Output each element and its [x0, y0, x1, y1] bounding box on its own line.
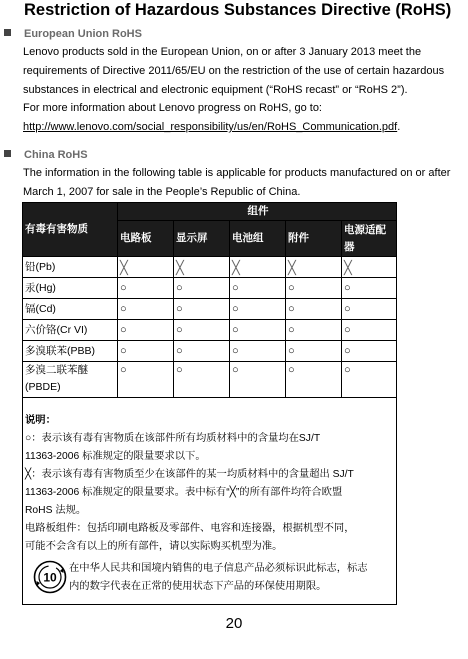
cross-mark-icon: ╳ [174, 257, 230, 278]
circle-mark-icon: ○ [118, 278, 174, 299]
square-bullet-icon [4, 29, 11, 36]
circle-mark-icon: ○ [342, 278, 397, 299]
substance-cell: 多溴二联苯醚(PBDE) [23, 362, 118, 398]
circle-mark-icon: ○ [230, 341, 286, 362]
substance-cell: 多溴联苯(PBB) [23, 341, 118, 362]
substance-cell: 六价铬(Cr VI) [23, 320, 118, 341]
table-row [23, 320, 397, 341]
table-row [23, 341, 397, 362]
circle-mark-icon: ○ [286, 299, 342, 320]
china-line-1: The information in the following table is applicable for products manufactured on or after [23, 167, 451, 179]
circle-mark-icon: ○ [286, 362, 342, 398]
circle-mark-icon: ○ [342, 341, 397, 362]
page-number: 20 [225, 615, 243, 632]
circle-mark-icon: ○ [286, 341, 342, 362]
substance-cell: 镉(Cd) [23, 299, 118, 320]
china-line-2: March 1, 2007 for sale in the People’s Republic of China. [23, 185, 301, 198]
note-line: 11363-2006 标准规定的限量要求。表中标有“╳”的所有部件均符合欧盟 [25, 487, 343, 498]
table-row [23, 299, 397, 320]
note-line: ╳：表示该有毒有害物质至少在该部件的某一均质材料中的含量超出 SJ/T [25, 469, 354, 480]
note-line: ○：表示该有毒有害物质在该部件所有均质材料中的含量均在SJ/T [25, 433, 321, 444]
china-rohs-paragraph [23, 164, 468, 202]
note-line: 11363-2006 标准规定的限量要求以下。 [25, 451, 206, 462]
circle-mark-icon: ○ [174, 362, 230, 398]
note-line: 电路板组件：包括印刷电路板及零部件、电容和连接器，根据机型不同， [25, 523, 355, 534]
eu-line-4: For more information about Lenovo progress on RoHS, go to: [23, 102, 322, 115]
logo-line-2: 内的数字代表在正常的使用状态下产品的环保使用期限。 [69, 581, 327, 592]
table-row [23, 362, 397, 398]
square-bullet-icon [4, 150, 11, 157]
circle-mark-icon: ○ [118, 320, 174, 341]
notes-row [23, 398, 397, 605]
substance-cell: 汞(Hg) [23, 278, 118, 299]
china-rohs-heading-text: China RoHS [24, 149, 88, 161]
logo-description [69, 560, 368, 596]
eu-line-2: requirements of Directive 2011/65/EU on the restriction of the use of certain hazardous [23, 64, 445, 77]
cross-mark-icon: ╳ [286, 257, 342, 278]
circle-mark-icon: ○ [118, 362, 174, 398]
substance-column-header: 有毒有害物质 [23, 203, 118, 257]
circle-mark-icon: ○ [342, 362, 397, 398]
cross-mark-icon: ╳ [342, 257, 397, 278]
environment-protection-period-logo-icon [33, 560, 67, 594]
note-line: 可能不会含有以上的所有部件，请以实际购买机型为准。 [25, 541, 283, 552]
notes-title: 说明： [25, 415, 56, 426]
column-header-display: 显示屏 [174, 221, 230, 257]
circle-mark-icon: ○ [230, 278, 286, 299]
circle-mark-icon: ○ [118, 299, 174, 320]
component-group-header: 组件 [118, 203, 397, 221]
column-header-accessories: 附件 [286, 221, 342, 257]
rohs-communication-link[interactable]: http://www.lenovo.com/social_responsibility/us/en/RoHS_Communication.pdf [23, 121, 398, 134]
environmental-period-notice [25, 560, 394, 596]
eu-line-3: substances in electrical and electronic equipment (“RoHS recast” or “RoHS 2”). [23, 83, 408, 96]
circle-mark-icon: ○ [174, 299, 230, 320]
circle-mark-icon: ○ [118, 341, 174, 362]
cross-mark-icon: ╳ [118, 257, 174, 278]
circle-mark-icon: ○ [174, 278, 230, 299]
note-line: RoHS 法规。 [25, 505, 87, 516]
eu-link-line [23, 118, 468, 137]
eu-line-1: Lenovo products sold in the European Union, on or after 3 January 2013 meet the [23, 46, 422, 58]
substance-cell: 铅(Pb) [23, 257, 118, 278]
circle-mark-icon: ○ [174, 341, 230, 362]
page-title: Restriction of Hazardous Substances Directive (RoHS) [24, 1, 452, 19]
link-suffix: . [397, 121, 401, 134]
table-row [23, 257, 397, 278]
logo-number: 10 [43, 570, 57, 585]
notes-cell [23, 398, 397, 605]
eu-rohs-heading [4, 27, 142, 41]
column-header-power-adapter: 电源适配器 [342, 221, 397, 257]
circle-mark-icon: ○ [230, 362, 286, 398]
circle-mark-icon: ○ [230, 299, 286, 320]
circle-mark-icon: ○ [174, 320, 230, 341]
circle-mark-icon: ○ [286, 278, 342, 299]
column-header-battery: 电池组 [230, 221, 286, 257]
circle-mark-icon: ○ [342, 299, 397, 320]
rohs-substance-table [22, 202, 397, 605]
cross-mark-icon: ╳ [230, 257, 286, 278]
eu-rohs-paragraph [23, 43, 468, 137]
table-row [23, 278, 397, 299]
eu-rohs-heading-text: European Union RoHS [24, 28, 142, 40]
column-header-circuit-board: 电路板 [118, 221, 174, 257]
circle-mark-icon: ○ [230, 320, 286, 341]
circle-mark-icon: ○ [342, 320, 397, 341]
logo-line-1: 在中华人民共和国境内销售的电子信息产品必须标识此标志，标志 [69, 563, 368, 574]
china-rohs-heading [4, 148, 88, 162]
circle-mark-icon: ○ [286, 320, 342, 341]
